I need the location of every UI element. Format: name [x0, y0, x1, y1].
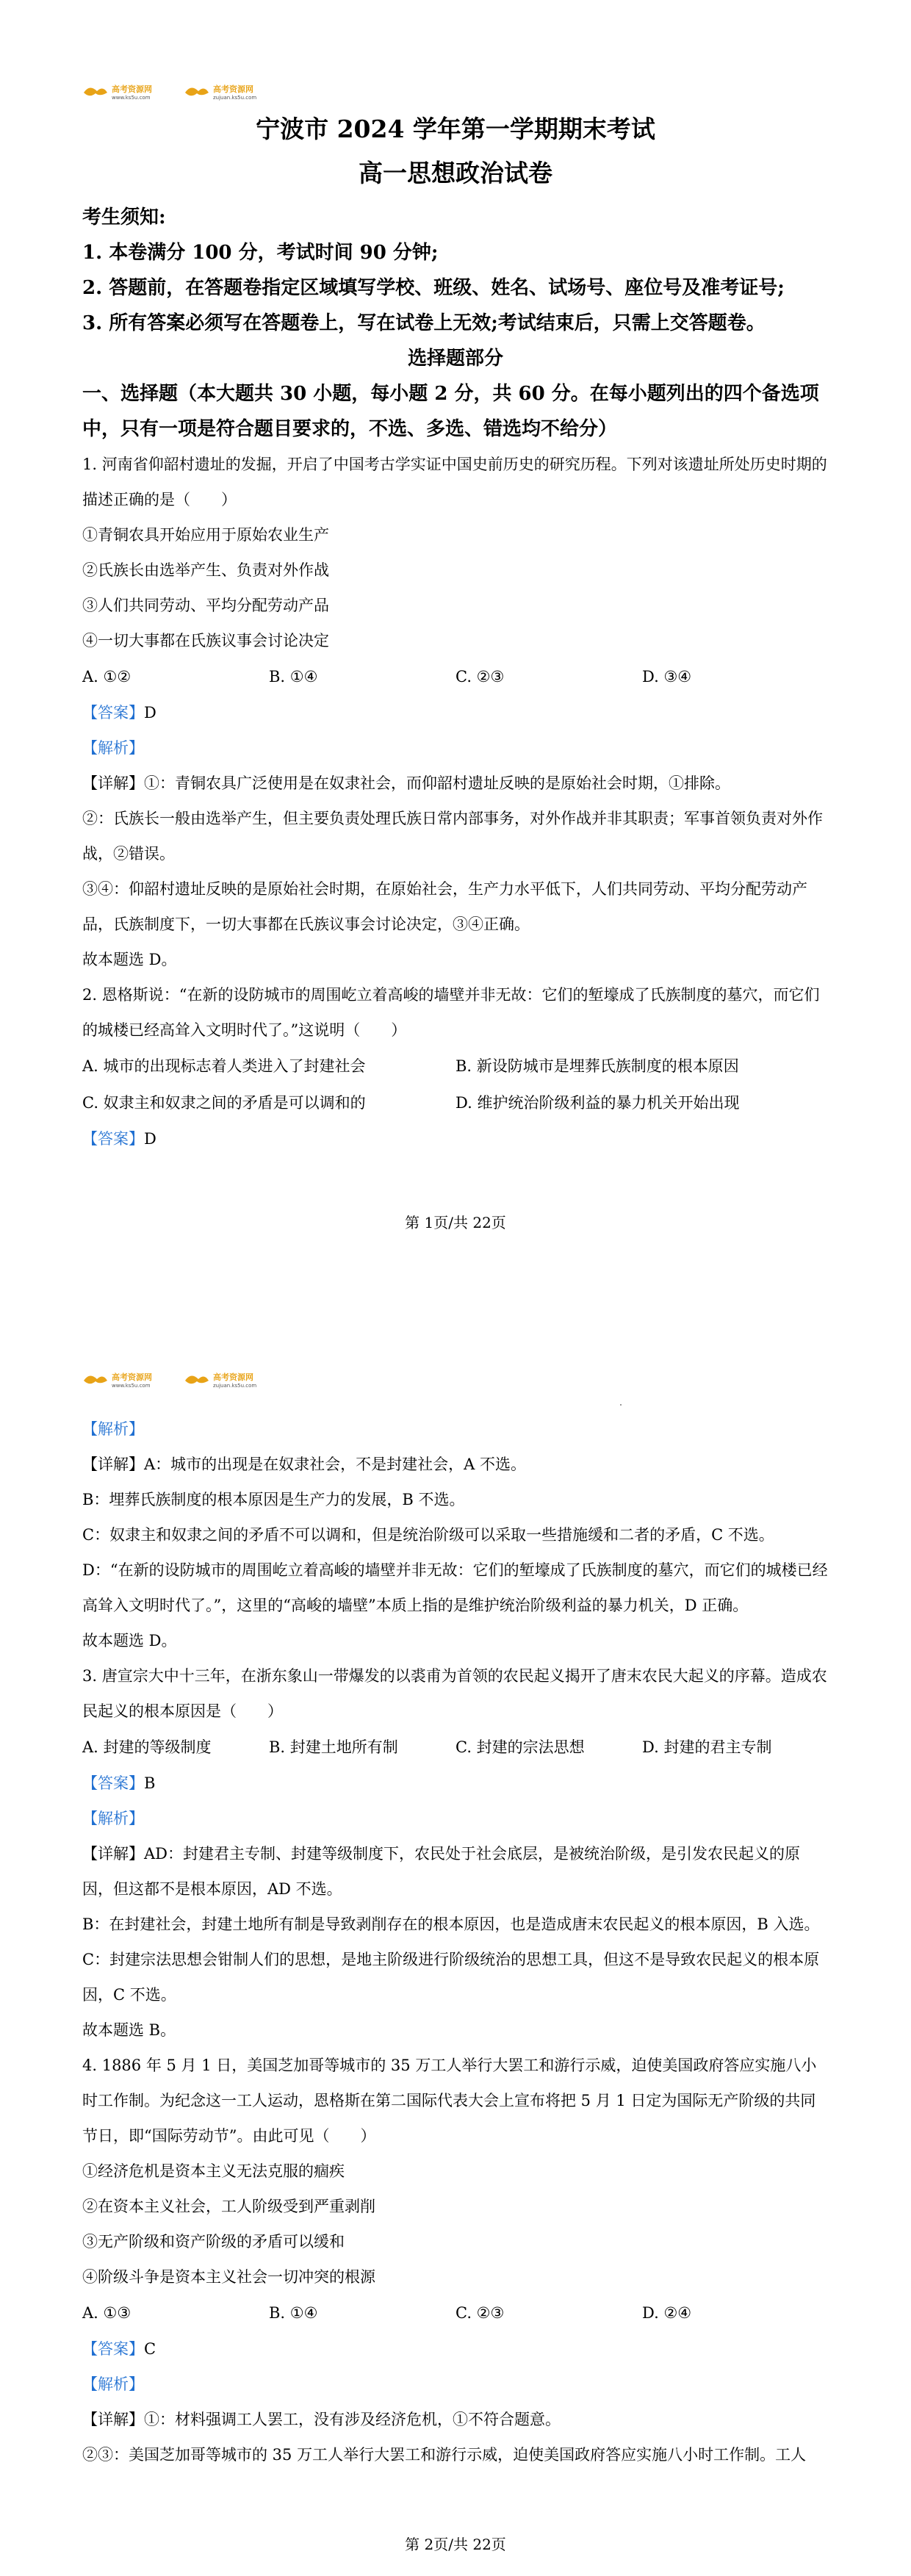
- option-d: D. ②④: [642, 2304, 692, 2322]
- question-1-answer: [82, 695, 829, 730]
- question-4-detail: 【详解】①：材料强调工人罢工，没有涉及经济危机，①不符合题意。: [82, 2411, 561, 2428]
- question-2-answer: [82, 1121, 829, 1156]
- page-1-content: [82, 104, 829, 1156]
- answer-tag: 【答案】: [82, 704, 144, 722]
- option-c: C. 奴隶主和奴隶之间的矛盾是可以调和的: [82, 1094, 366, 1112]
- question-2-options-row-1: [82, 1048, 829, 1084]
- question-3-conclusion: 故本题选 B。: [82, 2021, 176, 2039]
- option-d: D. ③④: [642, 668, 692, 686]
- question-3-answer: [82, 1766, 829, 1801]
- option-a: A. ①②: [82, 668, 132, 686]
- question-2-options-row-2: [82, 1084, 829, 1121]
- option-b: B. 新设防城市是埋葬氏族制度的根本原因: [455, 1057, 739, 1075]
- question-3-options: [82, 1729, 829, 1766]
- header-logo: [82, 1370, 273, 1389]
- question-4-detail: ②③：美国芝加哥等城市的 35 万工人举行大罢工和游行示威，迫使美国政府答应实施八小时工作制。工人: [82, 2446, 807, 2464]
- part-heading: 一、选择题（本大题共 30 小题，每小题 2 分，共 60 分。在每小题列出的四个备选项中，只有一项是符合题目要求的，不选、多选、错选均不给分）: [82, 383, 819, 440]
- answer-value: D: [144, 1130, 156, 1148]
- answer-value: D: [144, 704, 156, 722]
- detail-tag: 【详解】: [82, 1845, 144, 1863]
- option-a: A. 城市的出现标志着人类进入了封建社会: [82, 1057, 366, 1075]
- page-2: [0, 1288, 911, 2576]
- detail-tag: 【详解】: [82, 1456, 144, 1473]
- question-4-item: ②在资本主义社会，工人阶级受到严重剥削: [82, 2198, 375, 2215]
- exam-title: 宁波市 2024 学年第一学期期末考试: [256, 115, 655, 143]
- question-2-detail: D：“在新的设防城市的周围屹立着高峻的墙壁并非无故：它们的堑壕成了氏族制度的墓穴，而它们的城楼已经高耸入文明时代了。”，这里的“高峻的墙壁”本质上指的是维护统治阶级利益的暴力机关，D 正确。: [82, 1561, 828, 1614]
- question-1-item: ④一切大事都在氏族议事会讨论决定: [82, 632, 329, 650]
- analysis-tag: 【解析】: [82, 739, 144, 757]
- detail-tag: 【详解】: [82, 774, 144, 792]
- answer-value: C: [144, 2340, 156, 2358]
- answer-value: B: [144, 1774, 156, 1792]
- svg-text:zujuan.ks5u.com: zujuan.ks5u.com: [213, 95, 257, 101]
- question-1-detail: 【详解】①：青铜农具广泛使用是在奴隶社会，而仰韶村遗址反映的是原始社会时期，①排除。: [82, 774, 730, 792]
- answer-tag: 【答案】: [82, 2340, 144, 2358]
- option-c: C. ②③: [455, 2304, 505, 2322]
- detail-tag: 【详解】: [82, 2411, 144, 2428]
- question-2-conclusion: 故本题选 D。: [82, 1632, 177, 1649]
- answer-tag: 【答案】: [82, 1130, 144, 1148]
- option-b: B. ①④: [269, 2304, 318, 2322]
- question-1-item: ③人们共同劳动、平均分配劳动产品: [82, 597, 329, 614]
- answer-tag: 【答案】: [82, 1774, 144, 1792]
- question-4-stem: 4. 1886 年 5 月 1 日，美国芝加哥等城市的 35 万工人举行大罢工和游行示威，迫使美国政府答应实施八小时工作制。为纪念这一工人运动，恩格斯在第二国际代表大会上宣布将把 5 月 1 日定为国际无产阶级的共同节日，即“国际劳动节”。由此可见（ ）: [82, 2057, 817, 2145]
- notice-item: 2. 答题前，在答题卷指定区域填写学校、班级、姓名、试场号、座位号及准考证号;: [82, 277, 785, 299]
- question-1-conclusion: 故本题选 D。: [82, 951, 177, 968]
- svg-text:高考资源网: 高考资源网: [213, 84, 253, 94]
- question-4-item: ③无产阶级和资产阶级的矛盾可以缓和: [82, 2233, 345, 2251]
- analysis-tag: 【解析】: [82, 1420, 144, 1438]
- question-4-options: [82, 2295, 829, 2331]
- question-2-detail: B：埋葬氏族制度的根本原因是生产力的发展，B 不选。: [82, 1491, 465, 1508]
- question-4-item: ④阶级斗争是资本主义社会一切冲突的根源: [82, 2268, 375, 2286]
- svg-text:高考资源网: 高考资源网: [112, 84, 152, 94]
- analysis-tag: 【解析】: [82, 1810, 144, 1827]
- question-3-detail: C：封建宗法思想会钳制人们的思想，是地主阶级进行阶级统治的思想工具，但这不是导致农民起义的根本原因，C 不选。: [82, 1951, 820, 2004]
- header-logo: [82, 82, 273, 101]
- option-a: A. 封建的等级制度: [82, 1738, 212, 1756]
- svg-text:高考资源网: 高考资源网: [112, 1372, 152, 1382]
- question-1-detail: ③④：仰韶村遗址反映的是原始社会时期，在原始社会，生产力水平低下，人们共同劳动、平均分配劳动产品，氏族制度下，一切大事都在氏族议事会讨论决定，③④正确。: [82, 880, 807, 933]
- question-2-detail: 【详解】A：城市的出现是在奴隶社会，不是封建社会，A 不选。: [82, 1456, 527, 1473]
- option-d: D. 维护统治阶级利益的暴力机关开始出现: [455, 1094, 740, 1112]
- page-footer: 第 1页/共 22页: [405, 1214, 506, 1231]
- svg-text:zujuan.ks5u.com: zujuan.ks5u.com: [213, 1383, 257, 1389]
- question-1-stem: 1. 河南省仰韶村遗址的发掘，开启了中国考古学实证中国史前历史的研究历程。下列对该遗址所处历史时期的描述正确的是（ ）: [82, 456, 827, 508]
- question-3-detail: 【详解】AD：封建君主专制、封建等级制度下，农民处于社会底层，是被统治阶级，是引发农民起义的原因，但这都不是根本原因，AD 不选。: [82, 1845, 800, 1898]
- question-3-detail: B：在封建社会，封建土地所有制是导致剥削存在的根本原因，也是造成唐末农民起义的根本原因，B 入选。: [82, 1915, 820, 1933]
- option-b: B. ①④: [269, 668, 318, 686]
- question-2-detail: C：奴隶主和奴隶之间的矛盾不可以调和，但是统治阶级可以采取一些措施缓和二者的矛盾，C 不选。: [82, 1526, 774, 1544]
- question-4-item: ①经济危机是资本主义无法克服的痼疾: [82, 2162, 345, 2180]
- svg-text:高考资源网: 高考资源网: [213, 1372, 253, 1382]
- option-a: A. ①③: [82, 2304, 132, 2322]
- ks5u-logo-icon: [82, 82, 273, 101]
- option-c: C. ②③: [455, 668, 505, 686]
- question-2-stem: 2. 恩格斯说：“在新的设防城市的周围屹立着高峻的墙壁并非无故：它们的堑壕成了氏族制度的墓穴，而它们的城楼已经高耸入文明时代了。”这说明（ ）: [82, 986, 820, 1039]
- question-4-answer: [82, 2331, 829, 2367]
- question-1-item: ②氏族长由选举产生、负责对外作战: [82, 561, 329, 579]
- option-d: D. 封建的君主专制: [642, 1738, 772, 1756]
- svg-text:www.ks5u.com: www.ks5u.com: [112, 1383, 151, 1389]
- question-3-stem: 3. 唐宣宗大中十三年，在浙东象山一带爆发的以裘甫为首领的农民起义揭开了唐末农民大起义的序幕。造成农民起义的根本原因是（ ）: [82, 1667, 827, 1720]
- section-title: 选择题部分: [407, 348, 503, 370]
- ks5u-logo-icon: [82, 1370, 273, 1389]
- question-1-detail: ②：氏族长一般由选举产生，但主要负责处理氏族日常内部事务，对外作战并非其职责；军事首领负责对外作战，②错误。: [82, 810, 823, 863]
- page-2-content: [82, 1411, 829, 2472]
- option-b: B. 封建土地所有制: [269, 1738, 398, 1756]
- notice-item: 3. 所有答案必须写在答题卷上，写在试卷上无效;考试结束后，只需上交答题卷。: [82, 312, 766, 334]
- question-1-options: [82, 658, 829, 695]
- svg-text:www.ks5u.com: www.ks5u.com: [112, 95, 151, 101]
- notice-heading: 考生须知:: [82, 206, 166, 229]
- notice-item: 1. 本卷满分 100 分，考试时间 90 分钟;: [82, 242, 439, 264]
- question-1-item: ①青铜农具开始应用于原始农业生产: [82, 526, 329, 544]
- scan-speck: [620, 1404, 622, 1406]
- option-c: C. 封建的宗法思想: [455, 1738, 585, 1756]
- exam-subtitle: 高一思想政治试卷: [359, 159, 552, 187]
- analysis-tag: 【解析】: [82, 2375, 144, 2393]
- page-footer: 第 2页/共 22页: [405, 2536, 506, 2553]
